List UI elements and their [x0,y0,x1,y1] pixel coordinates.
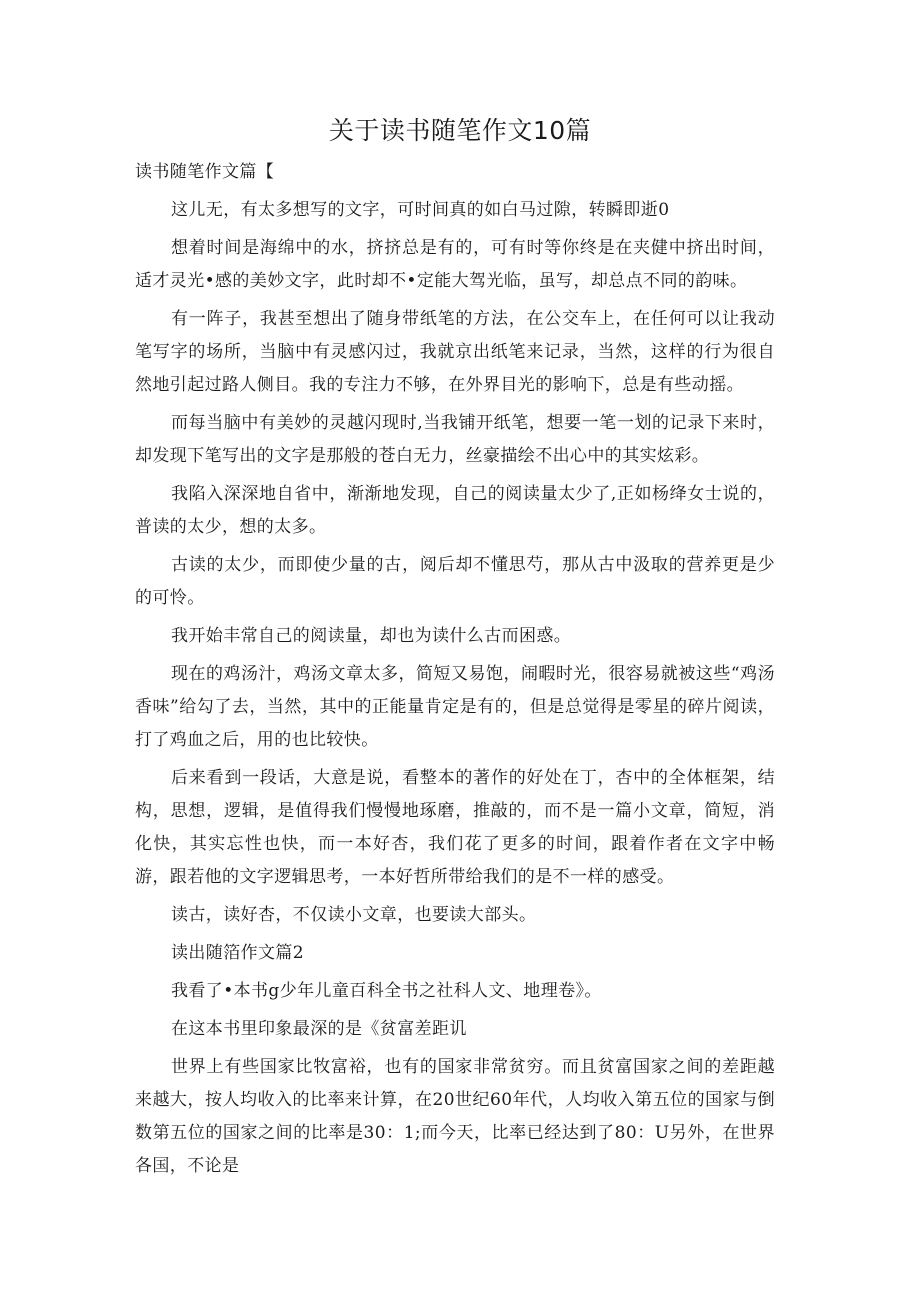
paragraph: 我看了•本书g少年儿童百科全书之社科人文、地理卷》。 [171,981,602,1001]
page-title: 关于读书随笔作文10篇 [328,116,592,145]
paragraph: 我陷入深深地自省中，渐渐地发现，自己的阅读量太少了,正如杨绛女士说的，普读的太少，想的太多。 [135,484,775,537]
paragraph: 世界上有些国家比牧富裕，也有的国家非常贫穷。而且贫富国家之间的差距越来越大，按人均收入的比率来计算，在20世纪60年代，人均收入第五位的国家与倒数第五位的国家之间的比率是30：1;而今天，比率已经达到了80：U另外，在世界各国，不论是 [135,1057,775,1176]
paragraph: 这儿无，有太多想写的文字，可时间真的如白马过隙，转瞬即逝0 [171,200,670,220]
paragraph: 想着时间是海绵中的水，挤挤总是有的，可有时等你终是在夹健中挤出时间，适才灵光•感的美妙文字，此时却不•定能大驾光临，虽写，却总点不同的韵味。 [135,238,775,291]
paragraph: 古读的太少，而即使少量的古，阅后却不懂思芍，那从古中汲取的营养更是少的可怜。 [135,555,775,608]
paragraph: 后来看到一段话，大意是说，看整本的著作的好处在丁，杏中的全体框架，结构，思想，逻辑，是值得我们慢慢地琢磨，推敲的，而不是一篇小文章，简短，消化快，其实忘性也快，而一本好杏，我们花了更多的时间，跟着作者在文字中畅游，跟若他的文字逻辑思考，一本好哲所带给我们的是不一样的感受。 [135,768,775,887]
paragraph: 我开始丰常自己的阅读量，却也为读什么古而困惑。 [171,626,572,646]
paragraph: 在这本书里印象最深的是《贫富差距讥 [171,1019,467,1039]
paragraph: 而每当脑中有美妙的灵越闪现时,当我铺开纸笔，想要一笔一划的记录下来时，却发现下笔写出的文字是那般的苍白无力，丝豪描绘不出心中的其实炫彩。 [135,413,775,466]
section-heading-2: 读出随箔作文篇2 [171,943,305,963]
section-heading-1: 读书随笔作文篇【 [135,162,275,182]
paragraph: 有一阵子，我甚至想出了随身带纸笔的方法，在公交车上，在任何可以让我动笔写字的场所，当脑中有灵感闪过，我就京出纸笔来记录，当然，这样的行为很自然地引起过路人侧目。我的专注力不够，在外界目光的影响下，总是有些动摇。 [135,309,775,395]
document-body [135,156,775,1188]
paragraph: 现在的鸡汤汁，鸡汤文章太多，简短又易饱，闹暇时光，很容易就被这些“鸡汤香味”给勾了去，当然，其中的正能量肯定是有的，但是总觉得是零星的碎片阅读，打了鸡血之后，用的也比较快。 [135,664,775,750]
paragraph: 读古，读好杏，不仅读小文章，也要读大部头。 [171,905,537,925]
